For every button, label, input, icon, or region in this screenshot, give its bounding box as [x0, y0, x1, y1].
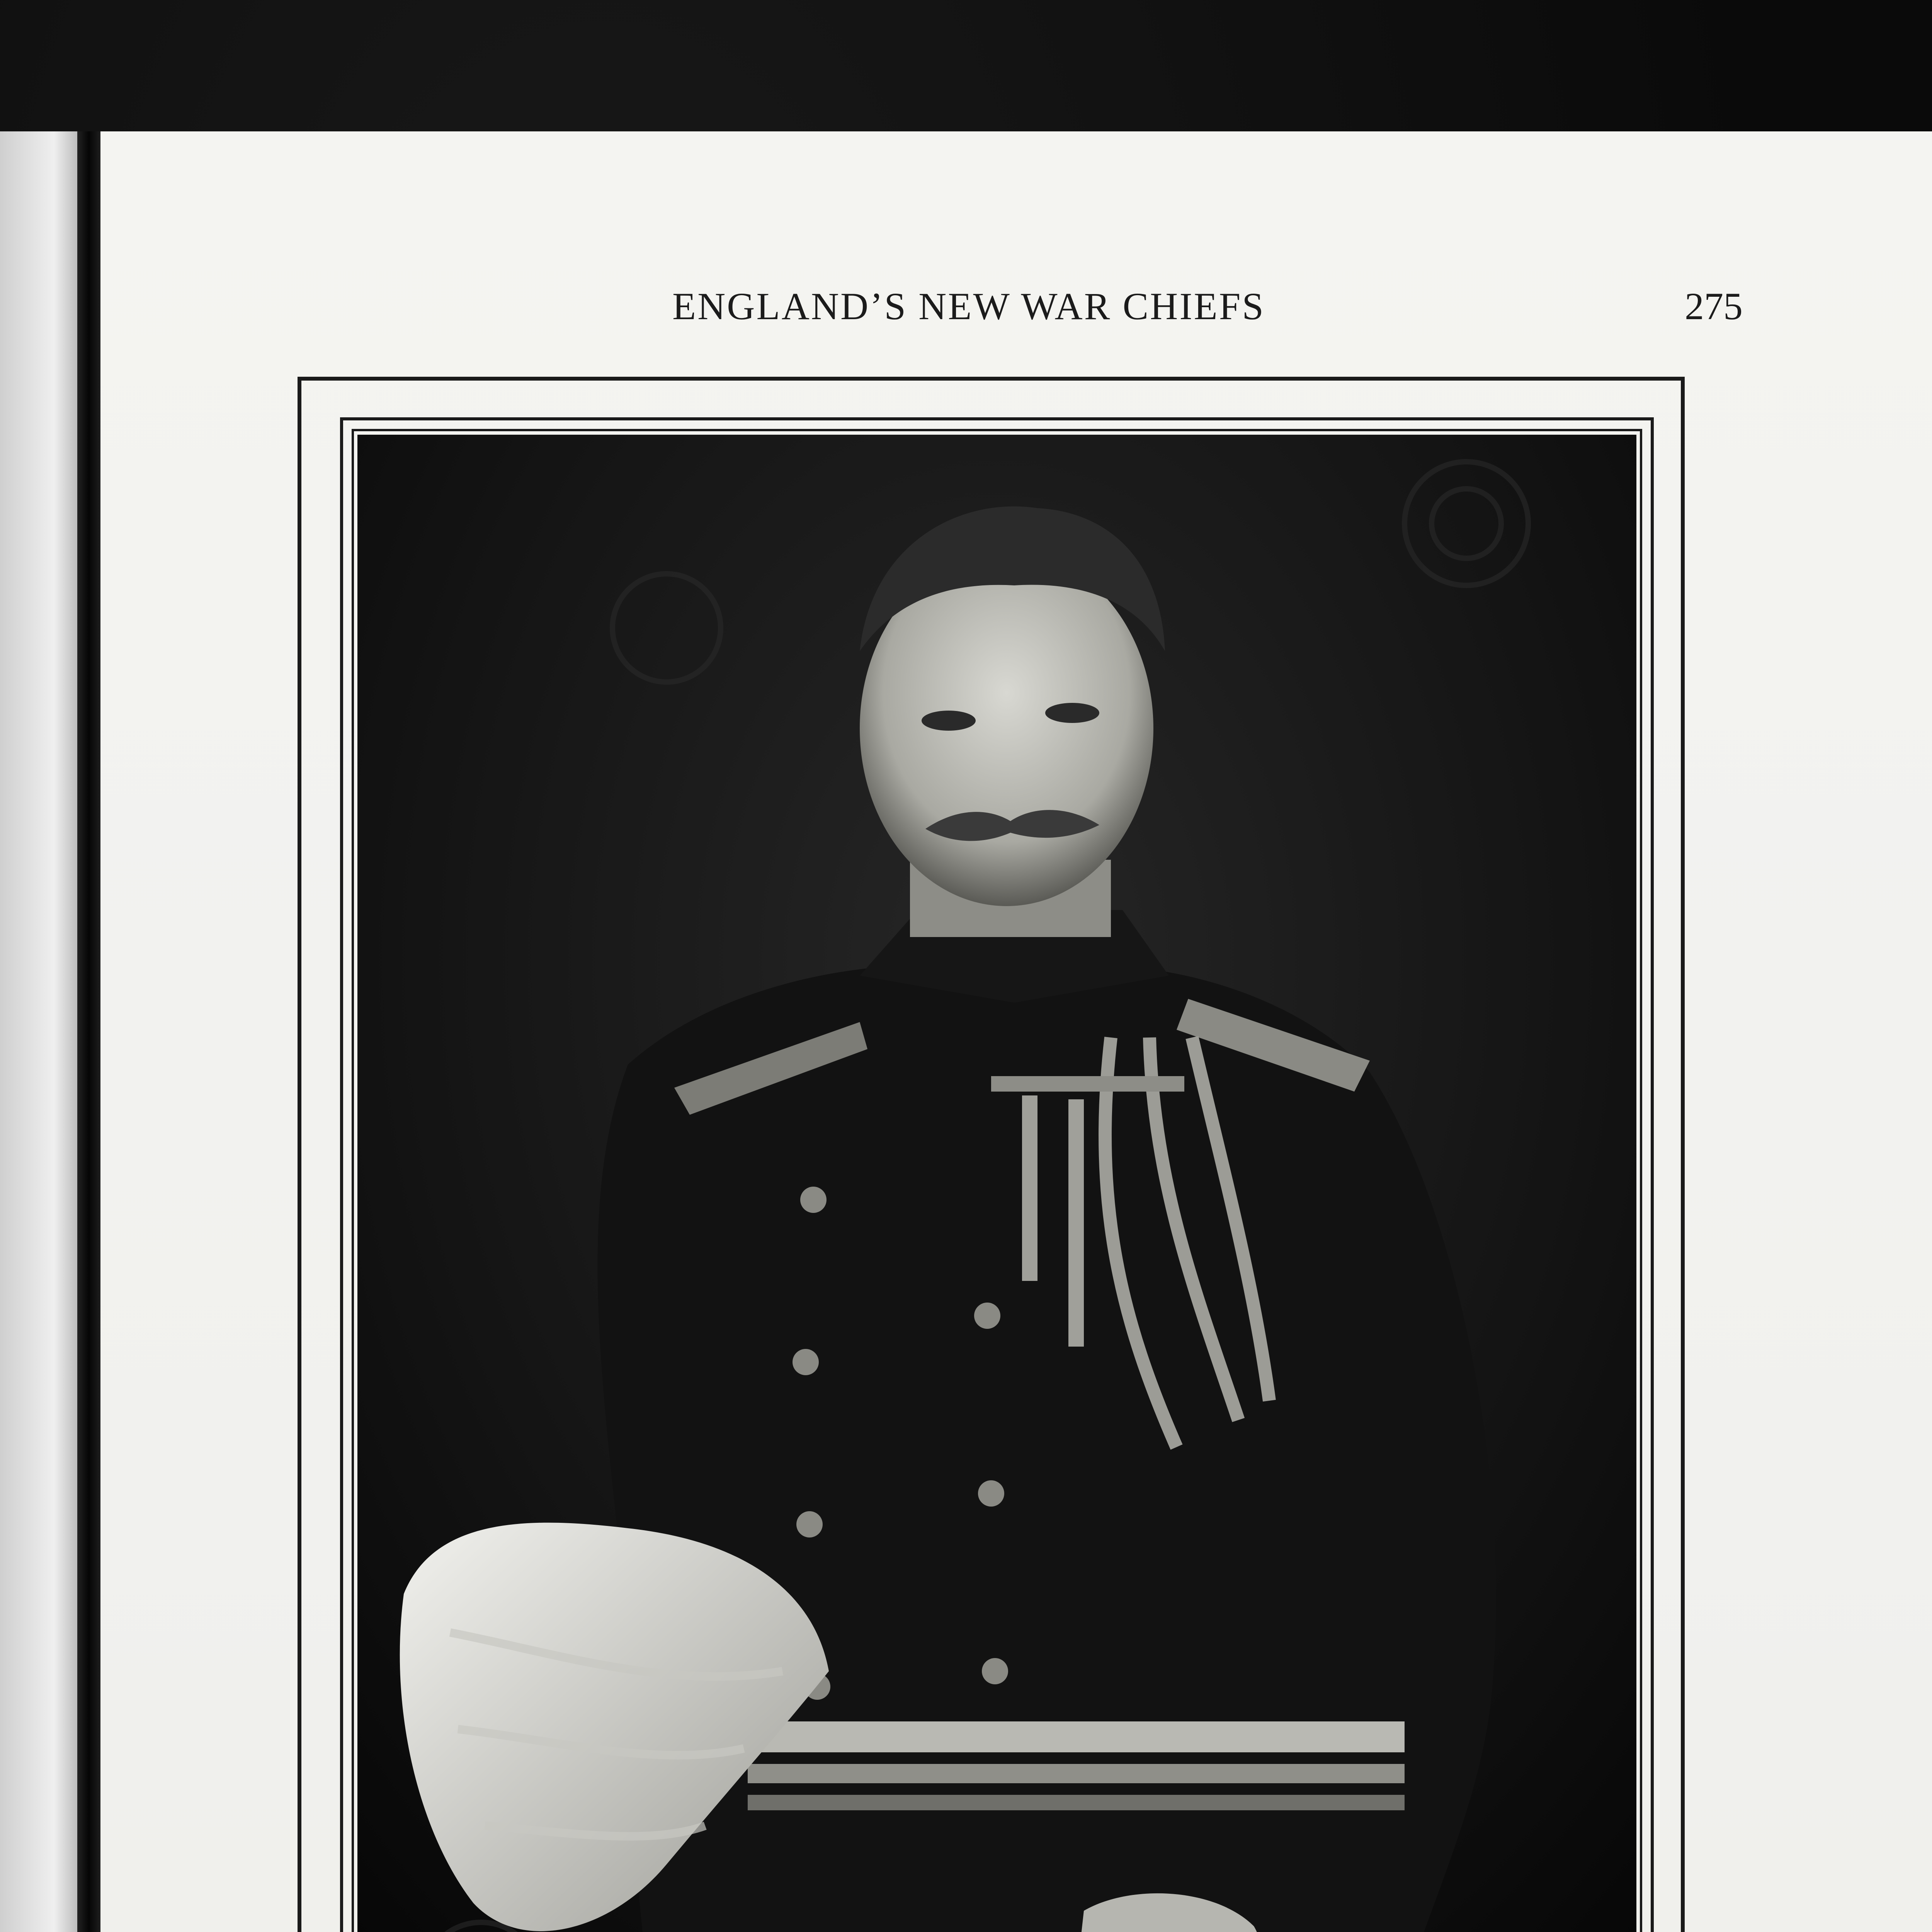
running-title: ENGLAND’S NEW WAR CHIEFS [672, 285, 1265, 328]
portrait-illustration [357, 435, 1636, 1932]
portrait-photograph [357, 435, 1636, 1932]
book-gutter [77, 131, 100, 1932]
page-number: 275 [1685, 285, 1743, 328]
facing-page-edge [0, 131, 77, 1932]
